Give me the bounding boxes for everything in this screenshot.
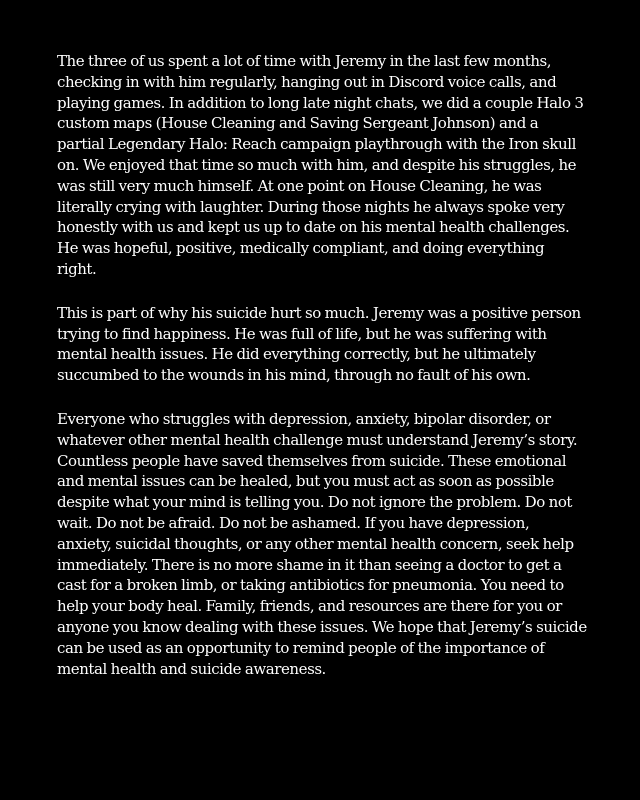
paragraph-mental-health-message: Everyone who struggles with depression, anxiety, bipolar disorder, or whatever other mental health challenge must understand Jeremy’s story. Countless people have saved themselves from suicide. These emotional and mental issues can be healed, but you must act as soon as possible despite what your mind is telling you. Do not ignore the problem. Do not wait. Do not be afraid. Do not be ashamed. If you have depression, anxiety, suicidal thoughts, or any other mental health concern, seek help immediately. There is no more shame in it than seeing a doctor to get a cast for a broken limb, or taking antibiotics for pneumonia. You need to help your body heal. Family, friends, and resources are there for you or anyone you know dealing with these issues. We hope that Jeremy’s suicide can be used as an opportunity to remind people of the importance of mental health and suicide awareness. (57, 409, 587, 678)
paragraph-time-with-jeremy: The three of us spent a lot of time with Jeremy in the last few months, checking in with him regularly, hanging out in Discord voice calls, and playing games. In addition to long late night chats, we did a couple Halo 3 custom maps (House Cleaning and Saving Sergeant Johnson) and a partial Legendary Halo: Reach campaign playthrough with the Iron skull on. We enjoyed that time so much with him, and despite his struggles, he was still very much himself. At one point on House Cleaning, he was literally crying with laughter. During those nights he always spoke very honestly with us and kept us up to date on his mental health challenges. He was hopeful, positive, medically compliant, and doing everything right. (57, 52, 584, 278)
document-body (57, 51, 587, 679)
paragraph-why-it-hurt: This is part of why his suicide hurt so much. Jeremy was a positive person trying to find happiness. He was full of life, but he was suffering with mental health issues. He did everything correctly, but he ultimately succumbed to the wounds in his mind, through no fault of his own. (57, 303, 581, 385)
